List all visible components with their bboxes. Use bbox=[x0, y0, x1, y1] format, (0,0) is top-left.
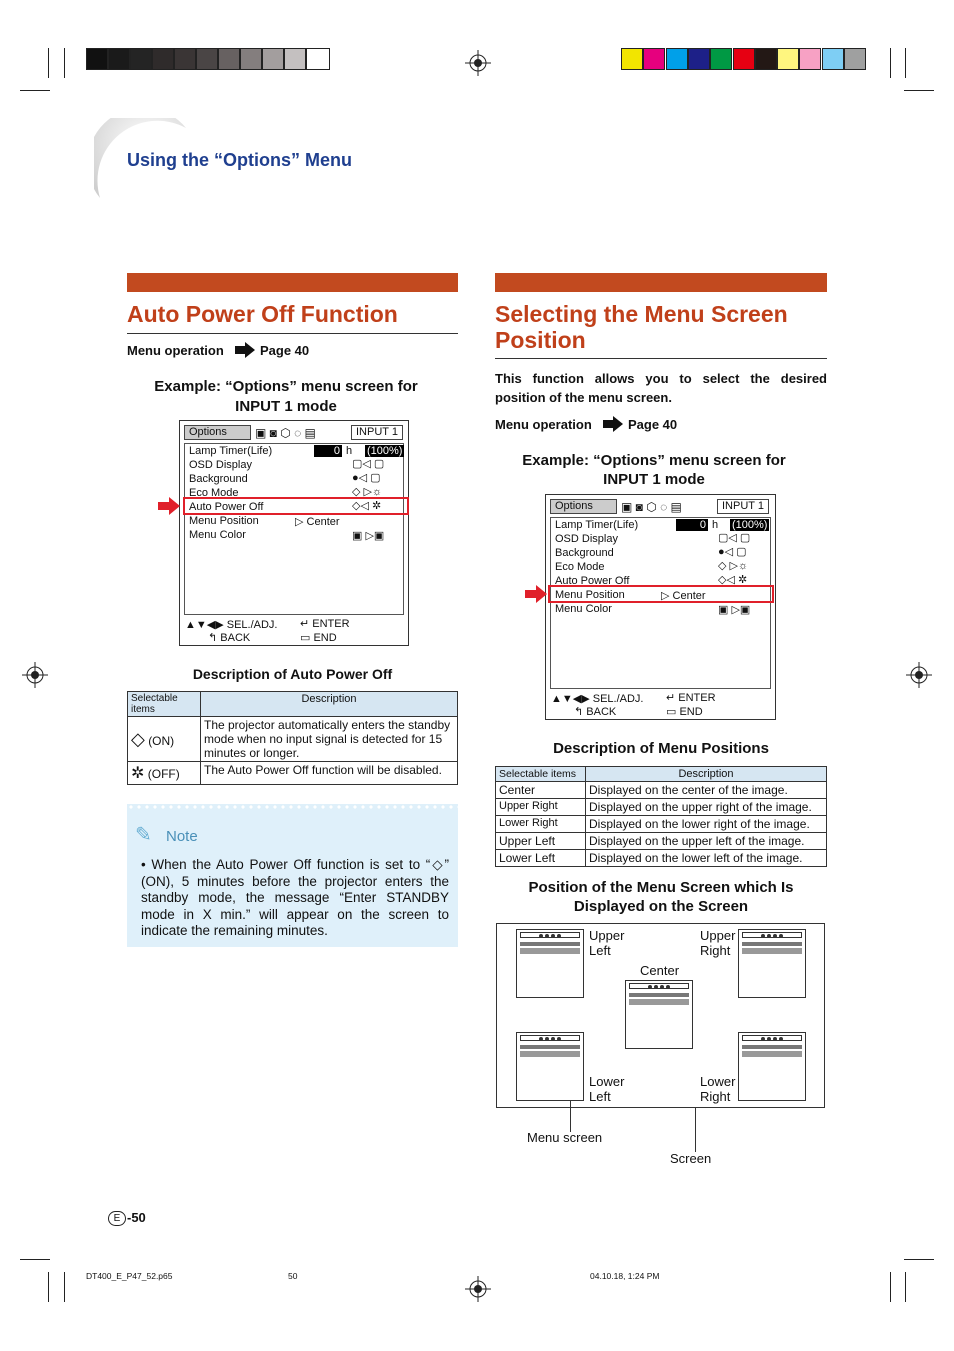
note-title: Note bbox=[166, 828, 198, 845]
crop-mark bbox=[904, 90, 934, 91]
color-swatch bbox=[755, 48, 777, 70]
osd-back: BACK bbox=[220, 632, 251, 644]
lamp-percent: (100%) bbox=[367, 445, 403, 457]
menu-operation-label: Menu operation bbox=[127, 343, 224, 358]
osd-end: END bbox=[679, 706, 703, 718]
registration-target-icon bbox=[465, 50, 491, 76]
leader-line bbox=[570, 1100, 571, 1132]
osd-row: Background bbox=[189, 473, 248, 485]
menu-operation-label: Menu operation bbox=[495, 417, 592, 432]
menu-position-table bbox=[495, 766, 827, 867]
crop-mark bbox=[48, 1272, 49, 1302]
table-header: Description bbox=[201, 692, 458, 717]
label-upper-left-2: Left bbox=[589, 943, 611, 958]
section-bar bbox=[127, 273, 458, 292]
crop-mark bbox=[890, 1272, 891, 1302]
osd-row: OSD Display bbox=[555, 533, 618, 545]
registration-target-icon bbox=[465, 1276, 491, 1302]
section-title: Auto Power Off Function bbox=[127, 301, 398, 327]
menu-thumb-lower-left bbox=[516, 1032, 584, 1101]
osd-tab-options: Options bbox=[184, 425, 251, 440]
color-swatch bbox=[688, 48, 710, 70]
osd-row: Menu Position bbox=[189, 515, 259, 527]
table-header: Selectable items bbox=[496, 767, 586, 782]
osd-end: END bbox=[313, 632, 337, 644]
crop-mark bbox=[905, 48, 906, 78]
osd-input-label: INPUT 1 bbox=[351, 425, 403, 440]
label-upper-right: Upper bbox=[700, 928, 736, 943]
pencil-icon: ✎ bbox=[135, 824, 152, 846]
note-text: • When the Auto Power Off function is set to “ bbox=[141, 857, 431, 872]
crop-mark bbox=[64, 1272, 65, 1302]
color-swatch bbox=[799, 48, 821, 70]
section-title: Selecting the Menu Screen bbox=[495, 301, 788, 327]
section-title-cont: Position bbox=[495, 327, 586, 353]
highlight-box bbox=[548, 585, 774, 603]
crop-mark bbox=[64, 48, 65, 78]
table-row: Center Displayed on the center of the image. bbox=[496, 782, 827, 799]
position-heading: Position of the Menu Screen which Is bbox=[528, 879, 794, 896]
osd-sel-adj: SEL./ADJ. bbox=[226, 619, 278, 631]
color-swatch bbox=[733, 48, 755, 70]
footer-file: DT400_E_P47_52.p65 bbox=[86, 1271, 173, 1281]
osd-color-icons: ▣ ▷▣ bbox=[352, 530, 385, 542]
osd-row: Menu Position bbox=[555, 589, 625, 601]
label-upper-left: Upper bbox=[589, 928, 625, 943]
highlight-box bbox=[183, 497, 409, 515]
menu-thumb-lower-right bbox=[738, 1032, 806, 1101]
osd-row: Eco Mode bbox=[555, 561, 605, 573]
osd-row: OSD Display bbox=[189, 459, 252, 471]
intro-text: This function allows you to select the desired position of the menu screen. bbox=[495, 371, 827, 405]
osd-row: Background bbox=[555, 547, 614, 559]
label-lower-right-2: Right bbox=[700, 1089, 731, 1104]
color-swatch bbox=[777, 48, 799, 70]
red-pointer-icon bbox=[158, 497, 180, 515]
table-row: Upper Left Displayed on the upper left of the image. bbox=[496, 833, 827, 850]
color-swatch bbox=[643, 48, 665, 70]
menu-thumb-center bbox=[625, 980, 693, 1049]
desc-heading-left: Description of Auto Power Off bbox=[192, 666, 393, 682]
leaf-icon: ◇ bbox=[131, 728, 145, 749]
osd-sel-adj: SEL./ADJ. bbox=[592, 693, 644, 705]
example-caption-mode: INPUT 1 mode bbox=[603, 471, 705, 488]
label-menu-screen: Menu screen bbox=[527, 1130, 603, 1145]
crop-mark bbox=[48, 48, 49, 78]
table-row: ◇ (ON) The projector automatically enters the standby mode when no input signal is detected for 15 minutes or longer. bbox=[128, 717, 458, 762]
page-ref: Page 40 bbox=[260, 343, 310, 358]
osd-color-icons: ▣ ▷▣ bbox=[718, 604, 751, 616]
desc-heading-right: Description of Menu Positions bbox=[553, 740, 769, 757]
position-heading-cont: Displayed on the Screen bbox=[573, 898, 749, 915]
label-lower-left: Lower bbox=[589, 1074, 625, 1089]
osd-menu-left: Options ▣ ◙ ⬡ ◌ ▤ INPUT 1 Lamp Timer(Life) 0 h (100%) OSD Display Background Eco Mode Auto Power Off Menu Position ▷ Center Menu Color ▢◁ ▢ ●◁ ▢ ◇ ▷☼ ◇◁ ✲ ▣ ▷▣ ▲▼◀▶ SEL./ADJ. ↵ ENTER ↰ BACK ▭ END bbox=[179, 420, 409, 646]
lamp-value: 0 bbox=[314, 445, 342, 457]
label-screen: Screen bbox=[670, 1151, 712, 1166]
osd-row: Lamp Timer(Life) bbox=[189, 445, 273, 457]
table-row: Lower Right Displayed on the lower right of the image. bbox=[496, 816, 827, 833]
arrow-right-icon bbox=[603, 416, 623, 432]
color-swatch bbox=[710, 48, 732, 70]
osd-enter: ENTER bbox=[678, 692, 716, 704]
crop-mark bbox=[20, 90, 50, 91]
leaf-icon: ◇ bbox=[430, 857, 445, 872]
crop-mark bbox=[905, 1272, 906, 1302]
osd-position-value: ▷ Center bbox=[661, 590, 706, 602]
lamp-unit: h bbox=[346, 445, 353, 457]
page-badge: E bbox=[108, 1211, 126, 1226]
osd-option-icons: ▢◁ ▢ ●◁ ▢ ◇ ▷☼ ◇◁ ✲ bbox=[718, 532, 751, 586]
osd-input-label: INPUT 1 bbox=[717, 499, 769, 514]
registration-target-icon bbox=[22, 662, 48, 688]
leader-line bbox=[695, 1108, 696, 1152]
osd-tab-icons: ▣ ◙ ⬡ ◌ ▤ bbox=[255, 426, 316, 440]
osd-row: Menu Color bbox=[189, 529, 246, 541]
color-swatch bbox=[666, 48, 688, 70]
osd-row: Auto Power Off bbox=[555, 575, 630, 587]
osd-back: BACK bbox=[586, 706, 617, 718]
osd-enter: ENTER bbox=[312, 618, 350, 630]
example-caption-mode: INPUT 1 mode bbox=[235, 398, 337, 415]
footer-stamp: 04.10.18, 1:24 PM bbox=[590, 1271, 660, 1281]
footer-sheet: 50 bbox=[288, 1271, 298, 1281]
chapter-title: Using the “Options” Menu bbox=[127, 150, 352, 170]
crop-mark bbox=[904, 1259, 934, 1260]
red-pointer-icon bbox=[525, 585, 547, 603]
arrow-right-icon bbox=[235, 342, 255, 358]
registration-target-icon bbox=[906, 662, 932, 688]
label-upper-right-2: Right bbox=[700, 943, 731, 958]
table-row: ✲ (OFF) The Auto Power Off function will be disabled. bbox=[128, 762, 458, 785]
menu-thumb-upper-left bbox=[516, 929, 584, 998]
table-header: Description bbox=[586, 767, 827, 782]
off-icon: ✲ bbox=[131, 765, 145, 782]
osd-tab-options: Options bbox=[550, 499, 617, 514]
example-caption: Example: “Options” menu screen for bbox=[522, 452, 786, 469]
osd-row: Eco Mode bbox=[189, 487, 239, 499]
page-number: -50 bbox=[127, 1210, 146, 1225]
color-swatch bbox=[621, 48, 643, 70]
note-text-cont: ” (ON), 5 minutes before the projector enters the standby mode, the message “Enter STANDBY mode in X min.” will appear on the screen to indicate the remaining minutes. bbox=[141, 857, 449, 938]
crop-mark bbox=[890, 48, 891, 78]
osd-position-value: ▷ Center bbox=[295, 516, 340, 528]
osd-row: Menu Color bbox=[555, 603, 612, 615]
table-row: Upper Right Displayed on the upper right of the image. bbox=[496, 799, 827, 816]
section-bar bbox=[495, 273, 827, 292]
example-caption: Example: “Options” menu screen for bbox=[154, 378, 418, 395]
osd-menu-right: Options ▣ ◙ ⬡ ◌ ▤ INPUT 1 Lamp Timer(Life) 0 h (100%) OSD Display Background Eco Mode Auto Power Off Menu Position ▷ Center Menu Color ▢◁ ▢ ●◁ ▢ ◇ ▷☼ ◇◁ ✲ ▣ ▷▣ ▲▼◀▶ SEL./ADJ. ↵ ENTER ↰ BACK ▭ END bbox=[545, 494, 776, 720]
osd-row: Lamp Timer(Life) bbox=[555, 519, 639, 531]
page-ref: Page 40 bbox=[628, 417, 678, 432]
lamp-unit: h bbox=[712, 519, 719, 531]
auto-power-table bbox=[127, 691, 458, 785]
osd-row: Auto Power Off bbox=[189, 501, 264, 513]
osd-option-icons: ▢◁ ▢ ●◁ ▢ ◇ ▷☼ ◇◁ ✲ bbox=[352, 458, 385, 512]
label-lower-left-2: Left bbox=[589, 1089, 611, 1104]
color-swatch bbox=[822, 48, 844, 70]
label-lower-right: Lower bbox=[700, 1074, 736, 1089]
color-swatch bbox=[844, 48, 866, 70]
note-box bbox=[127, 804, 458, 947]
osd-tab-icons: ▣ ◙ ⬡ ◌ ▤ bbox=[621, 500, 682, 514]
lamp-percent: (100%) bbox=[732, 519, 768, 531]
label-center: Center bbox=[640, 963, 680, 978]
table-header: Selectable items bbox=[128, 692, 201, 717]
crop-mark bbox=[20, 1259, 50, 1260]
table-row: Lower Left Displayed on the lower left of the image. bbox=[496, 850, 827, 867]
menu-thumb-upper-right bbox=[738, 929, 806, 998]
lamp-value: 0 bbox=[676, 519, 708, 531]
